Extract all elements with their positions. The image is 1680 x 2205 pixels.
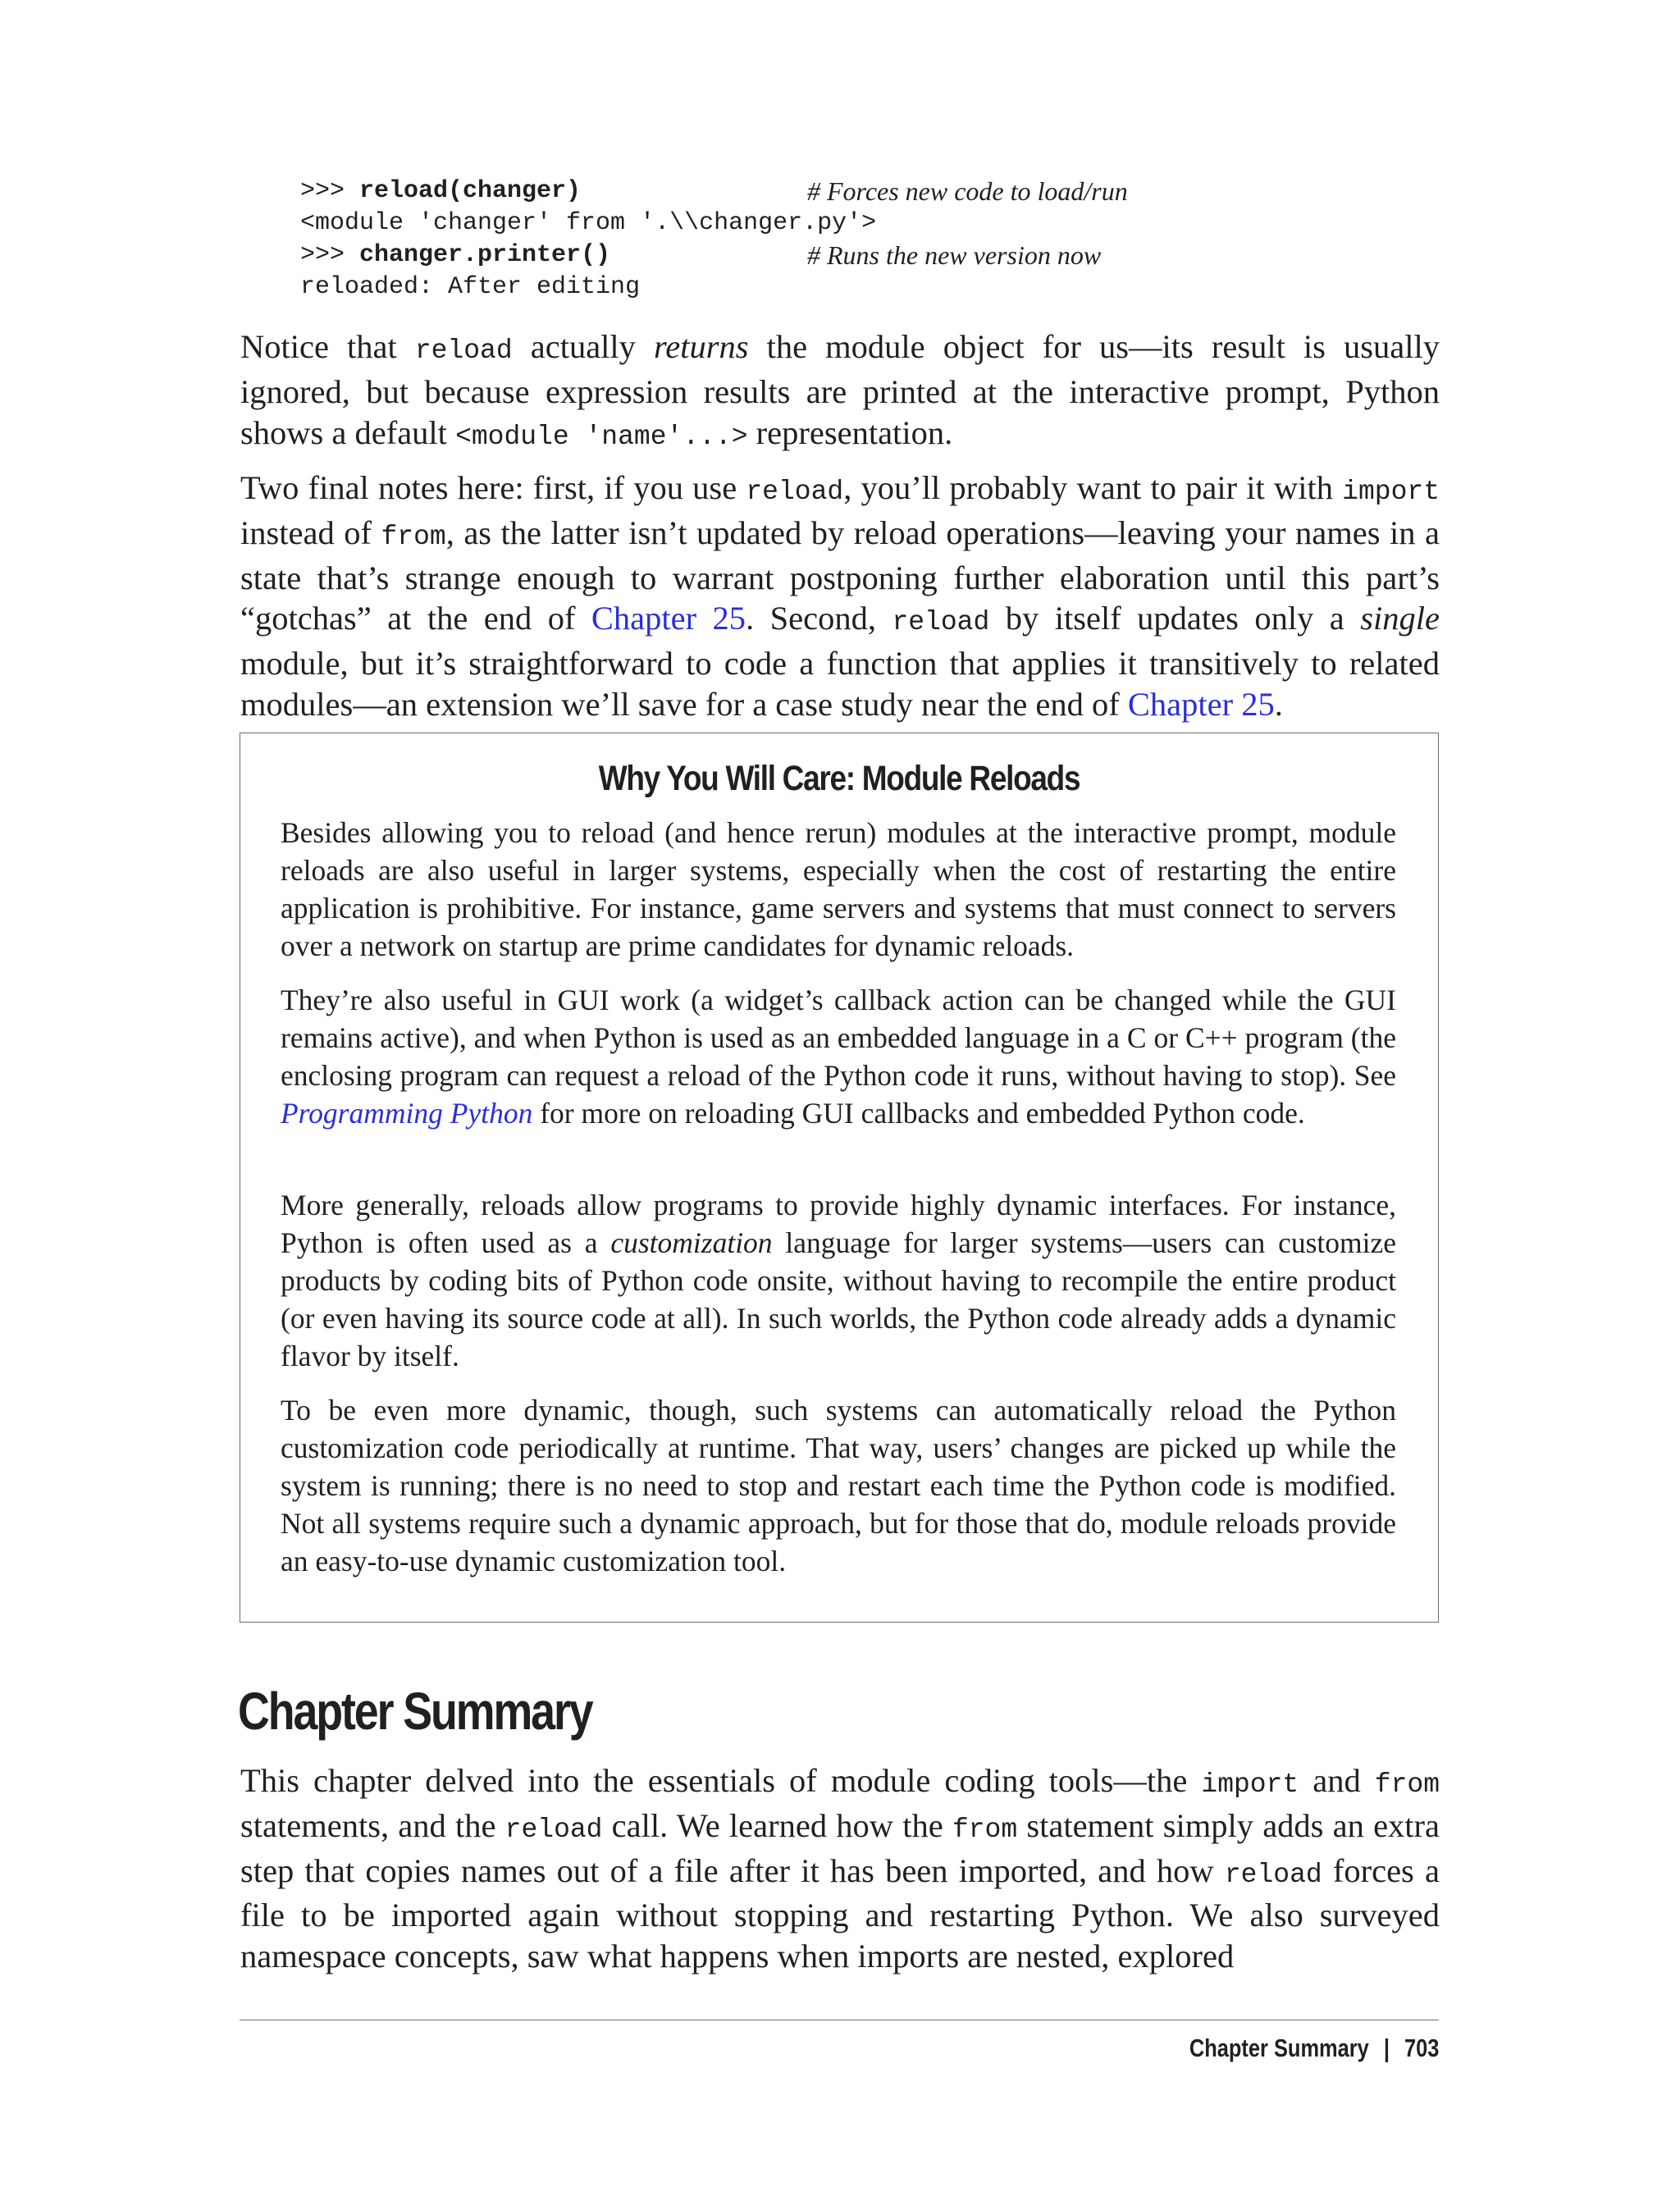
text-run: representation. (747, 413, 953, 451)
inline-code: from (381, 521, 446, 552)
code-block (300, 176, 1449, 304)
code-line (300, 240, 1449, 272)
inline-code: from (952, 1814, 1018, 1845)
chapter-25-link[interactable]: Chapter 25 (1127, 685, 1275, 723)
code-command: reload(changer) (359, 177, 582, 205)
body-paragraph (240, 326, 1440, 457)
inline-code: <module 'name'...> (455, 421, 748, 452)
text-run: This chapter delved into the essentials of module coding tools—the (240, 1762, 1202, 1799)
text-run: module, but it’s straightforward to code a function that applies it transitively to related modules—an extension we’ll save for a case study near the end of (240, 645, 1440, 723)
code-comment: # Forces new code to load/run (807, 176, 1128, 206)
text-run: , as the latter isn’t updated by reload operations—leaving your names in a state that’s strange enough to warrant postponing further elaboration until this part’s “gotchas” at the end of (240, 514, 1440, 637)
running-footer-title: Chapter Summary (1189, 2034, 1369, 2062)
text-run: More generally, reloads allow programs to provide highly dynamic interfaces. For instance, Python is often used as a (281, 1189, 1396, 1259)
code-prompt: >>> (300, 177, 360, 205)
code-line (300, 272, 1449, 304)
inline-code: import (1201, 1769, 1299, 1800)
text-run: instead of (240, 514, 381, 551)
inline-code: reload (746, 477, 844, 507)
text-run: statement simply adds an extra step that copies names out of a file after it has been imported, and how (240, 1806, 1440, 1889)
text-run: , you’ll probably want to pair it with (843, 469, 1343, 506)
text-run: actually (512, 328, 655, 365)
inline-code: reload (1224, 1859, 1322, 1890)
code-prompt: >>> (300, 241, 360, 269)
code-output: reloaded: After editing (300, 273, 641, 301)
inline-code: reload (504, 1814, 603, 1845)
sidebar-title: Why You Will Care: Module Reloads (598, 759, 1080, 798)
text-run: forces a file to be imported again without stopping and restarting Python. We also surveyed namespace concepts, saw what happens when imports are nested, explored (240, 1851, 1440, 1975)
body-paragraph (240, 468, 1440, 725)
text-run: statements, and the (240, 1806, 505, 1844)
code-command: changer.printer() (359, 241, 611, 269)
chapter-25-link[interactable]: Chapter 25 (591, 600, 746, 637)
code-line (300, 208, 1449, 240)
text-run: by itself updates only a (989, 600, 1361, 637)
inline-code: reload (414, 336, 513, 366)
emphasis: customization (610, 1226, 773, 1259)
emphasis: returns (654, 328, 749, 365)
text-run: call. We learned how the (602, 1806, 952, 1844)
text-run: Two final notes here: first, if you use (240, 469, 746, 506)
text-run: . (1274, 685, 1283, 723)
emphasis: single (1360, 600, 1440, 637)
inline-code: from (1374, 1769, 1440, 1800)
inline-code: import (1342, 477, 1440, 507)
footer-separator: | (1383, 2034, 1390, 2062)
page-number: 703 (1404, 2034, 1439, 2062)
sidebar-paragraph: To be even more dynamic, though, such systems can automatically reload the Python customization code periodically at runtime. That way, users’ changes are picked up while the system is running; there is no need to stop and restart each time the Python code is modified. Not all systems require such a dynamic approach, but for those that do, module reloads provide an easy-to-use dynamic customization tool. (281, 1394, 1396, 1577)
code-output: <module 'changer' from '.\\changer.py'> (300, 209, 877, 237)
text-run: language for larger systems—users can customize products by coding bits of Python code onsite, without having to recompile the entire product (or even having its source code at all). In such worlds, the Python code already adds a dynamic flavor by itself. (281, 1226, 1396, 1372)
page-footer (1189, 2028, 1439, 2069)
text-run: for more on reloading GUI callbacks and embedded Python code. (532, 1097, 1305, 1130)
code-line (300, 176, 1449, 208)
text-run: They’re also useful in GUI work (a widget’s callback action can be changed while the GUI remains active), and when Python is used as an embedded language in a C or C++ program (the enclosing program can request a reload of the Python code it runs, without having to stop). See (281, 984, 1396, 1092)
inline-code: reload (892, 607, 990, 638)
sidebar-paragraph (281, 981, 1396, 1132)
code-comment: # Runs the new version now (807, 240, 1102, 270)
text-run: the module object for us—its result is usually ignored, but because expression results are printed at the interactive prompt, Python shows a default (240, 328, 1440, 451)
text-run: and (1299, 1762, 1375, 1799)
sidebar-paragraph: Besides allowing you to reload (and hence rerun) modules at the interactive prompt, module reloads are also useful in larger systems, especially when the cost of restarting the entire application is prohibitive. For instance, game servers and systems that must connect to servers over a network on startup are prime candidates for dynamic reloads. (281, 816, 1396, 962)
programming-python-link[interactable]: Programming Python (281, 1097, 533, 1130)
section-heading: Chapter Summary (238, 1682, 592, 1741)
text-run: . Second, (746, 600, 892, 637)
text-run: Notice that (240, 328, 415, 365)
body-paragraph (240, 1760, 1440, 1977)
sidebar-paragraph (281, 1186, 1396, 1375)
